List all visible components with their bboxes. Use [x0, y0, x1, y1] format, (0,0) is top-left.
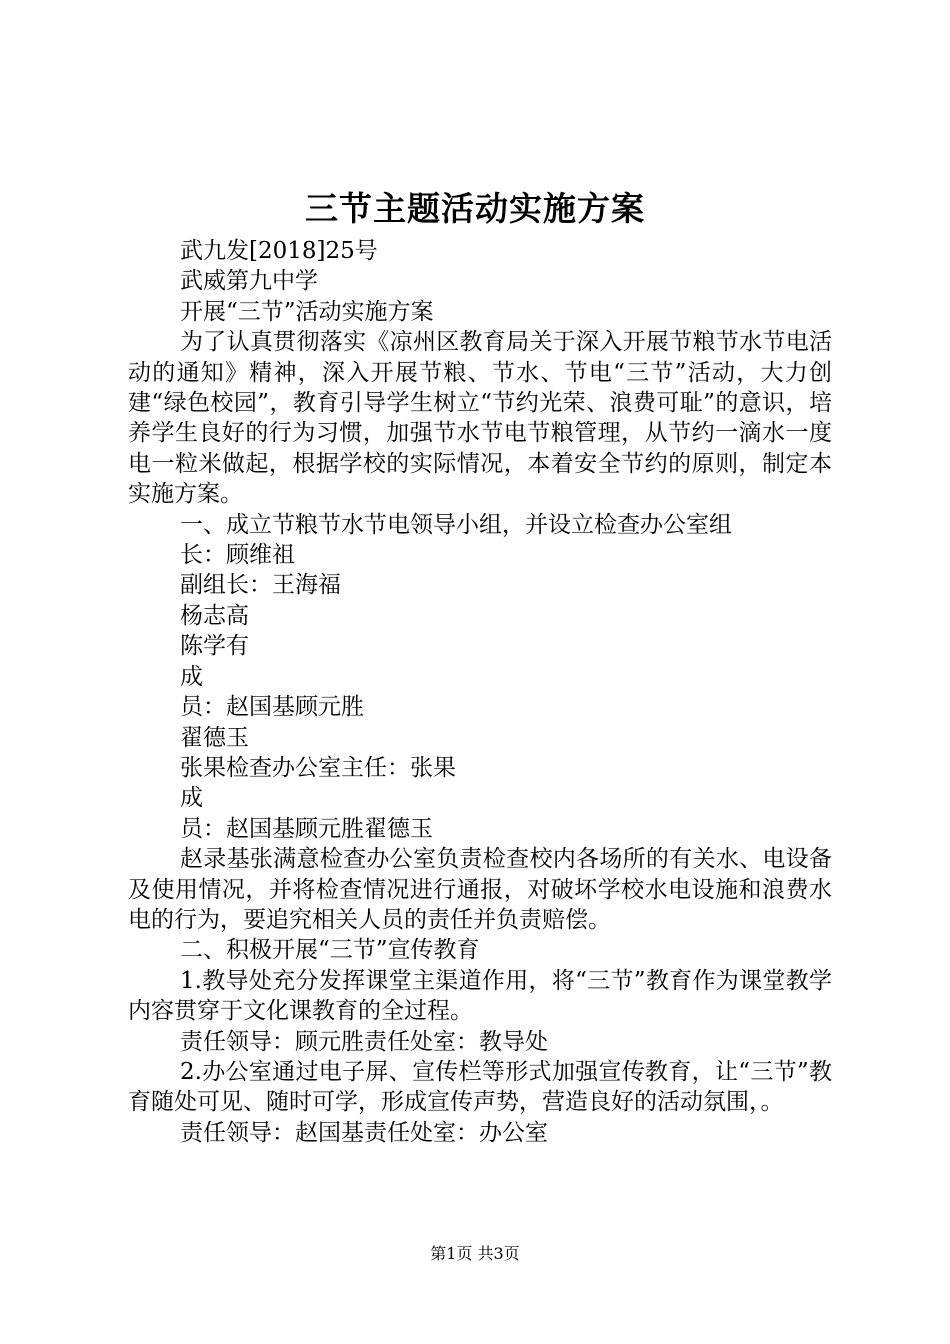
document-title: 三节主题活动实施方案 [305, 189, 645, 228]
members-line: 员：赵国基顾元胜翟德玉 [180, 815, 433, 842]
item-2-paragraph: 2.办公室通过电子屏、宣传栏等形式加强宣传教育，让“三节”教育随处可见、随时可学，形成宣传声势，营造良好的活动氛围，。 [128, 1058, 832, 1116]
member-name: 杨志高 [180, 602, 249, 629]
doc-number: 武九发[2018]25号 [180, 238, 378, 264]
office-duties-paragraph: 赵录基张满意检查办公室负责检查校内各场所的有关水、电设备及使用情况，并将检查情况进行通报，对破坏学校水电设施和浪费水电的行为，要追究相关人员的责任并负责赔偿。 [128, 846, 832, 933]
deputy-leader: 副组长：王海福 [180, 572, 341, 599]
members-label-part: 成 [180, 663, 203, 690]
plan-heading: 开展“三节”活动实施方案 [180, 298, 434, 325]
item-2-responsibility: 责任领导：赵国基责任处室：办公室 [180, 1119, 548, 1146]
item-1-paragraph: 1.教导处充分发挥课堂主渠道作用，将“三节”教育作为课堂教学内容贯穿于文化课教育的全过程。 [128, 967, 832, 1025]
school-name: 武威第九中学 [180, 268, 318, 295]
intro-paragraph: 为了认真贯彻落实《凉州区教育局关于深入开展节粮节水节电活动的通知》精神，深入开展节粮、节水、节电“三节”活动，大力创建“绿色校园”，教育引导学生树立“节约光荣、浪费可耻”的意识，培养学生良好的行为习惯，加强节水节电节粮管理，从节约一滴水一度电一粒米做起，根据学校的实际情况，本着安全节约的原则，制定本实施方案。 [128, 329, 832, 508]
members-line: 员：赵国基顾元胜 [180, 694, 364, 721]
page-indicator: 第1页 共3页 [430, 1244, 520, 1263]
document-body [128, 236, 832, 1148]
member-name: 翟德玉 [180, 724, 249, 751]
members-label-part: 成 [180, 785, 203, 812]
item-1-responsibility: 责任领导：顾元胜责任处室：教导处 [180, 1028, 548, 1055]
office-director: 张果检查办公室主任：张果 [180, 754, 456, 781]
group-leader: 长：顾维祖 [180, 542, 295, 569]
section-1-heading: 一、成立节粮节水节电领导小组，并设立检查办公室组 [180, 511, 732, 538]
member-name: 陈学有 [180, 633, 249, 660]
section-2-heading: 二、积极开展“三节”宣传教育 [180, 937, 480, 964]
